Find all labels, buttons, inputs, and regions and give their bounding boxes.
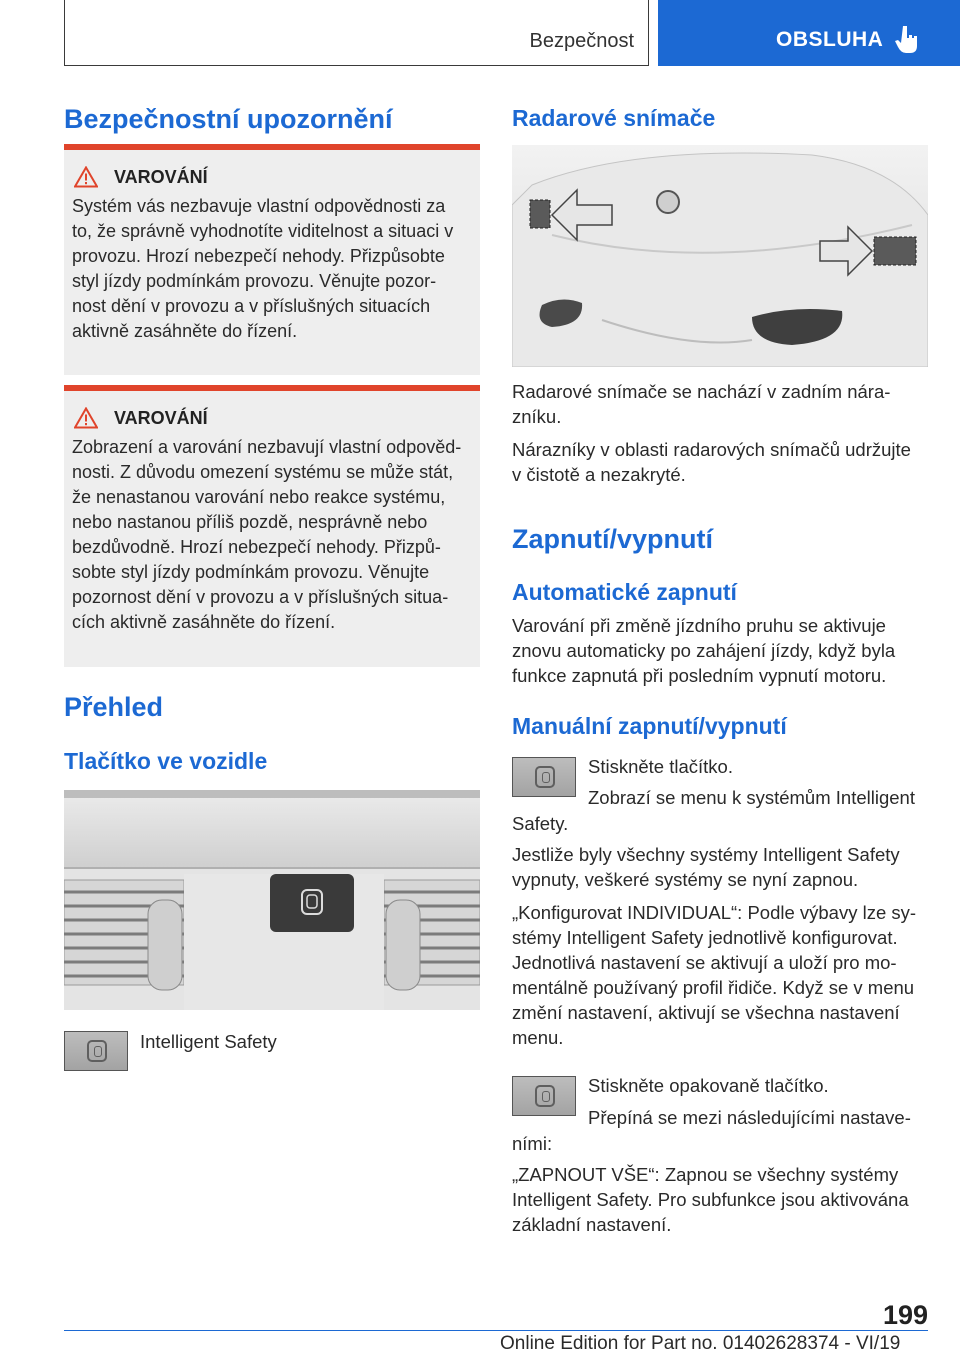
rear-bumper-photo bbox=[512, 145, 928, 367]
header-section-box bbox=[64, 0, 649, 66]
page-number: 199 bbox=[882, 1300, 928, 1330]
text-line: Systém vás nezbavuje vlastní odpovědnosti za bbox=[72, 196, 446, 216]
on-off-title: Zapnutí/vypnutí bbox=[512, 524, 713, 554]
text-line: menu. bbox=[512, 1027, 564, 1048]
warning-title-1 bbox=[72, 166, 472, 188]
text-line: nebo nastanou příliš pozdě, nesprávně nebo bbox=[72, 512, 428, 532]
hand-pointer-icon bbox=[894, 24, 920, 54]
text-line: zníku. bbox=[512, 406, 562, 427]
text-line: bezdůvodně. Hrozí nebezpečí nehody. Přizpů- bbox=[72, 537, 441, 557]
rear-bumper-illustration bbox=[512, 145, 928, 367]
warning-box-1 bbox=[64, 144, 480, 375]
text-line: to, že správně vyhodnotíte viditelnost a situaci v bbox=[72, 221, 454, 241]
automatic-on-title: Automatické zapnutí bbox=[512, 579, 737, 605]
manual-on-off-title: Manuální zapnutí/vypnutí bbox=[512, 713, 787, 739]
text-line: Jestliže byly všechny systémy Intelligent Safety bbox=[512, 844, 900, 865]
text-line: Varování při změně jízdního pruhu se aktivuje bbox=[512, 615, 886, 636]
step1-menu-opens-cont: Safety. bbox=[512, 813, 569, 834]
text-line: pozornost dění v provozu a v příslušných situa- bbox=[72, 587, 449, 607]
text-line: znovu automaticky po zahájení jízdy, když byla bbox=[512, 640, 896, 661]
text-line: provozu. Hrozí nebezpečí nehody. Přizpůsobte bbox=[72, 246, 445, 266]
step2-press-repeatedly: Stiskněte opakovaně tlačítko. bbox=[588, 1075, 829, 1096]
text-line: aktivně zasáhněte do řízení. bbox=[72, 321, 298, 341]
warning-label-1: VAROVÁNÍ bbox=[114, 166, 208, 187]
footer-edition: Online Edition for Part no. 01402628374 - VI/19 bbox=[500, 1333, 901, 1354]
dashboard-button-photo bbox=[64, 790, 480, 1010]
text-line: cích aktivně zasáhněte do řízení. bbox=[72, 612, 336, 632]
overview-title: Přehled bbox=[64, 692, 164, 722]
text-line: vypnuty, veškeré systémy se nyní zapnou. bbox=[512, 869, 859, 890]
header-chapter-tab[interactable] bbox=[658, 0, 960, 66]
text-line: stémy Intelligent Safety jednotlivě konfigurovat. bbox=[512, 927, 898, 948]
text-line: změní nastavení, aktivují se všechna nastavení bbox=[512, 1002, 900, 1023]
text-line: Nárazníky v oblasti radarových snímačů udržujte bbox=[512, 439, 911, 460]
text-line: sobte styl jízdy podmínkám provozu. Věnujte bbox=[72, 562, 430, 582]
text-line: Intelligent Safety. Pro subfunkce jsou aktivována bbox=[512, 1189, 909, 1210]
step1-press-button: Stiskněte tlačítko. bbox=[588, 756, 733, 777]
intelligent-safety-button-icon bbox=[64, 1031, 128, 1071]
text-line: že nenastanou varování nebo reakce systému, bbox=[72, 487, 446, 507]
warning-text-1 bbox=[72, 194, 472, 344]
step2-toggles-settings-cont: ními: bbox=[512, 1133, 553, 1154]
text-line: nost dění v provozu a v příslušných situacích bbox=[72, 296, 431, 316]
warning-title-2 bbox=[72, 407, 472, 429]
radar-location-text bbox=[512, 379, 928, 429]
text-line: funkce zapnutá při posledním vypnutí motoru. bbox=[512, 665, 887, 686]
header-section-title: Bezpečnost bbox=[529, 30, 634, 52]
text-line: „ZAPNOUT VŠE“: Zapnou se všechny systémy bbox=[512, 1164, 899, 1185]
switch-on-all-text bbox=[512, 1162, 928, 1237]
intelligent-safety-caption: Intelligent Safety bbox=[140, 1031, 277, 1052]
text-line: „Konfigurovat INDIVIDUAL“: Podle výbavy lze sy- bbox=[512, 902, 917, 923]
text-line: nosti. Z důvodu omezení systému se může stát, bbox=[72, 462, 454, 482]
all-systems-off-text bbox=[512, 842, 928, 892]
text-line: Jednotlivá nastavení se aktivují a uloží pro mo- bbox=[512, 952, 897, 973]
header-chapter-label: OBSLUHA bbox=[776, 28, 884, 51]
step2-toggles-settings: Přepíná se mezi následujícími nastave- bbox=[588, 1107, 911, 1128]
warning-triangle-icon bbox=[74, 166, 98, 188]
text-line: styl jízdy podmínkám provozu. Věnujte pozor- bbox=[72, 271, 437, 291]
dashboard-illustration bbox=[64, 790, 480, 1010]
radar-sensors-title: Radarové snímače bbox=[512, 105, 716, 131]
text-line: mentálně používaný profil řidiče. Když se v menu bbox=[512, 977, 915, 998]
warning-box-2 bbox=[64, 385, 480, 667]
text-line: Zobrazení a varování nezbavují vlastní odpověd- bbox=[72, 437, 462, 457]
text-line: v čistotě a nezakryté. bbox=[512, 464, 686, 485]
button-in-vehicle-title: Tlačítko ve vozidle bbox=[64, 748, 268, 774]
text-line: Radarové snímače se nachází v zadním nára- bbox=[512, 381, 891, 402]
warning-text-2 bbox=[72, 435, 472, 635]
step1-menu-opens: Zobrazí se menu k systémům Intelligent bbox=[588, 787, 915, 808]
warning-triangle-icon bbox=[74, 407, 98, 429]
configure-individual-text bbox=[512, 900, 928, 1050]
footer-divider bbox=[64, 1330, 928, 1331]
text-line: základní nastavení. bbox=[512, 1214, 672, 1235]
warning-label-2: VAROVÁNÍ bbox=[114, 407, 208, 428]
safety-notices-title: Bezpečnostní upozornění bbox=[64, 104, 393, 134]
automatic-on-text bbox=[512, 613, 928, 688]
radar-maintenance-text bbox=[512, 437, 928, 487]
intelligent-safety-button-icon bbox=[512, 1076, 576, 1116]
intelligent-safety-button-icon bbox=[512, 757, 576, 797]
